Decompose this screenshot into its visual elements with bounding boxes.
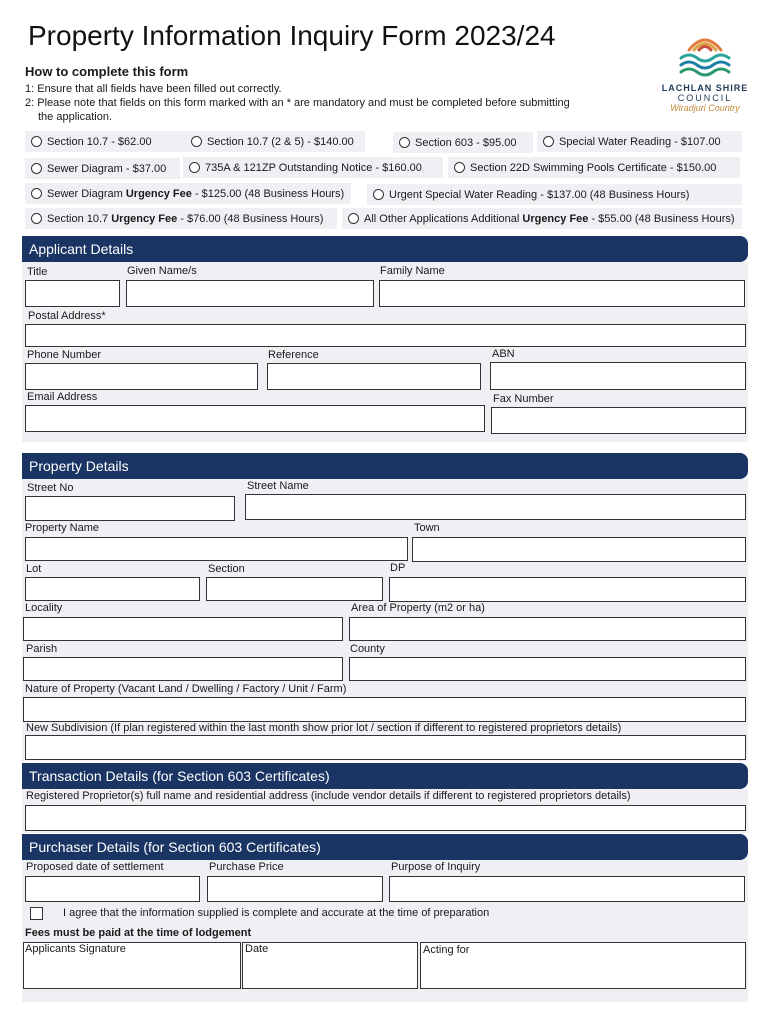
lot-label: Lot <box>26 563 42 575</box>
fee-option-label: Sewer Diagram Urgency Fee - $125.00 (48 Business Hours) <box>47 187 345 200</box>
how-to-heading: How to complete this form <box>25 64 189 79</box>
date-label: Date <box>245 943 269 955</box>
reference-label: Reference <box>268 349 319 361</box>
instruction-step-2-cont: the application. <box>38 111 112 123</box>
property-name-label: Property Name <box>25 522 99 534</box>
proprietor-label: Registered Proprietor(s) full name and residential address (include vendor details if different to registered proprietors details) <box>26 790 631 802</box>
street-no-label: Street No <box>27 482 74 494</box>
fee-option-label: Section 10.7 - $62.00 <box>47 135 152 148</box>
section-field[interactable] <box>206 577 383 601</box>
council-logo <box>650 28 760 120</box>
fee-option-label: Section 22D Swimming Pools Certificate - $150.00 <box>470 161 717 174</box>
locality-field[interactable] <box>23 617 343 641</box>
fee-option-2[interactable] <box>393 132 533 153</box>
fee-option-10[interactable] <box>342 208 742 229</box>
parish-label: Parish <box>26 643 58 655</box>
price-label: Purchase Price <box>209 861 284 873</box>
fax-label: Fax Number <box>493 393 554 405</box>
radio-icon[interactable] <box>31 213 42 224</box>
street-no-field[interactable] <box>25 496 235 521</box>
fee-option-6[interactable] <box>448 157 740 178</box>
logo-sub: COUNCIL <box>677 93 733 103</box>
agreement-checkbox[interactable] <box>30 907 43 920</box>
settlement-field[interactable] <box>25 876 200 902</box>
town-field[interactable] <box>412 537 746 562</box>
radio-icon[interactable] <box>373 189 384 200</box>
locality-label: Locality <box>25 602 63 614</box>
section-label: Section <box>208 563 245 575</box>
fee-option-label: 735A & 121ZP Outstanding Notice - $160.00 <box>205 161 422 174</box>
county-field[interactable] <box>349 657 746 681</box>
fee-option-label: Section 10.7 Urgency Fee - $76.00 (48 Business Hours) <box>47 212 324 225</box>
signature-label: Applicants Signature <box>25 943 126 955</box>
parish-field[interactable] <box>23 657 343 681</box>
transaction-details-heading: Transaction Details (for Section 603 Certificates) <box>22 763 748 789</box>
radio-icon[interactable] <box>31 163 42 174</box>
town-label: Town <box>414 522 440 534</box>
lot-field[interactable] <box>25 577 200 601</box>
fee-option-label: Sewer Diagram - $37.00 <box>47 162 167 175</box>
email-label: Email Address <box>27 391 98 403</box>
radio-icon[interactable] <box>31 188 42 199</box>
dp-label: DP <box>390 562 406 574</box>
property-name-field[interactable] <box>25 537 408 561</box>
applicant-details-heading: Applicant Details <box>22 236 748 262</box>
family-name-field[interactable] <box>379 280 745 307</box>
settlement-label: Proposed date of settlement <box>26 861 164 873</box>
title-label: Title <box>27 266 48 278</box>
date-field[interactable] <box>242 942 418 989</box>
radio-icon[interactable] <box>543 136 554 147</box>
instruction-step-2: 2: Please note that fields on this form marked with an * are mandatory and must be completed before submitting <box>25 97 570 109</box>
abn-field[interactable] <box>490 362 746 390</box>
radio-icon[interactable] <box>348 213 359 224</box>
dp-field[interactable] <box>389 577 746 602</box>
county-label: County <box>350 643 385 655</box>
radio-icon[interactable] <box>191 136 202 147</box>
abn-label: ABN <box>492 348 515 360</box>
email-field[interactable] <box>25 405 485 432</box>
given-name-label: Given Name/s <box>127 265 197 277</box>
fee-option-label: Section 10.7 (2 & 5) - $140.00 <box>207 135 354 148</box>
purpose-label: Purpose of Inquiry <box>391 861 481 873</box>
street-name-field[interactable] <box>245 494 746 520</box>
council-logo-icon <box>675 28 735 80</box>
fee-option-7[interactable] <box>25 183 351 204</box>
postal-address-field[interactable] <box>25 324 746 347</box>
purchaser-details-heading: Purchaser Details (for Section 603 Certificates) <box>22 834 748 860</box>
radio-icon[interactable] <box>31 136 42 147</box>
given-name-field[interactable] <box>126 280 374 307</box>
fee-option-4[interactable] <box>25 158 180 179</box>
reference-field[interactable] <box>267 363 481 390</box>
street-name-label: Street Name <box>247 480 309 492</box>
postal-address-label: Postal Address* <box>28 310 106 322</box>
purpose-field[interactable] <box>389 876 745 902</box>
area-field[interactable] <box>349 617 746 641</box>
radio-icon[interactable] <box>189 162 200 173</box>
fees-note: Fees must be paid at the time of lodgement <box>25 927 252 939</box>
phone-field[interactable] <box>25 363 258 390</box>
fee-option-1[interactable] <box>185 131 365 152</box>
fee-option-9[interactable] <box>25 208 337 229</box>
nature-label: Nature of Property (Vacant Land / Dwelling / Factory / Unit / Farm) <box>25 683 347 695</box>
fee-option-label: All Other Applications Additional Urgency Fee - $55.00 (48 Business Hours) <box>364 212 735 225</box>
fee-option-label: Special Water Reading - $107.00 <box>559 135 721 148</box>
subdivision-field[interactable] <box>25 735 746 760</box>
fee-option-label: Section 603 - $95.00 <box>415 136 517 149</box>
agreement-label: I agree that the information supplied is complete and accurate at the time of preparation <box>63 907 490 919</box>
logo-tag: Wiradjuri Country <box>670 103 740 113</box>
fee-option-label: Urgent Special Water Reading - $137.00 (48 Business Hours) <box>389 188 690 201</box>
proprietor-field[interactable] <box>25 805 746 831</box>
property-details-heading: Property Details <box>22 453 748 479</box>
phone-label: Phone Number <box>27 349 101 361</box>
instruction-step-1: 1: Ensure that all fields have been filled out correctly. <box>25 83 282 95</box>
radio-icon[interactable] <box>454 162 465 173</box>
price-field[interactable] <box>207 876 383 902</box>
acting-for-label: Acting for <box>423 944 470 956</box>
radio-icon[interactable] <box>399 137 410 148</box>
fax-field[interactable] <box>491 407 746 434</box>
subdivision-label: New Subdivision (If plan registered within the last month show prior lot / section if different to registered proprietors details) <box>26 722 622 734</box>
nature-field[interactable] <box>23 697 746 722</box>
fee-option-8[interactable] <box>367 184 742 205</box>
family-name-label: Family Name <box>380 265 445 277</box>
fee-option-3[interactable] <box>537 131 742 152</box>
form-title: Property Information Inquiry Form 2023/24 <box>28 20 556 51</box>
title-field[interactable] <box>25 280 120 307</box>
fee-option-5[interactable] <box>183 157 443 178</box>
area-label: Area of Property (m2 or ha) <box>351 602 485 614</box>
fee-option-0[interactable] <box>25 131 185 152</box>
logo-name: LACHLAN SHIRE <box>661 83 749 93</box>
